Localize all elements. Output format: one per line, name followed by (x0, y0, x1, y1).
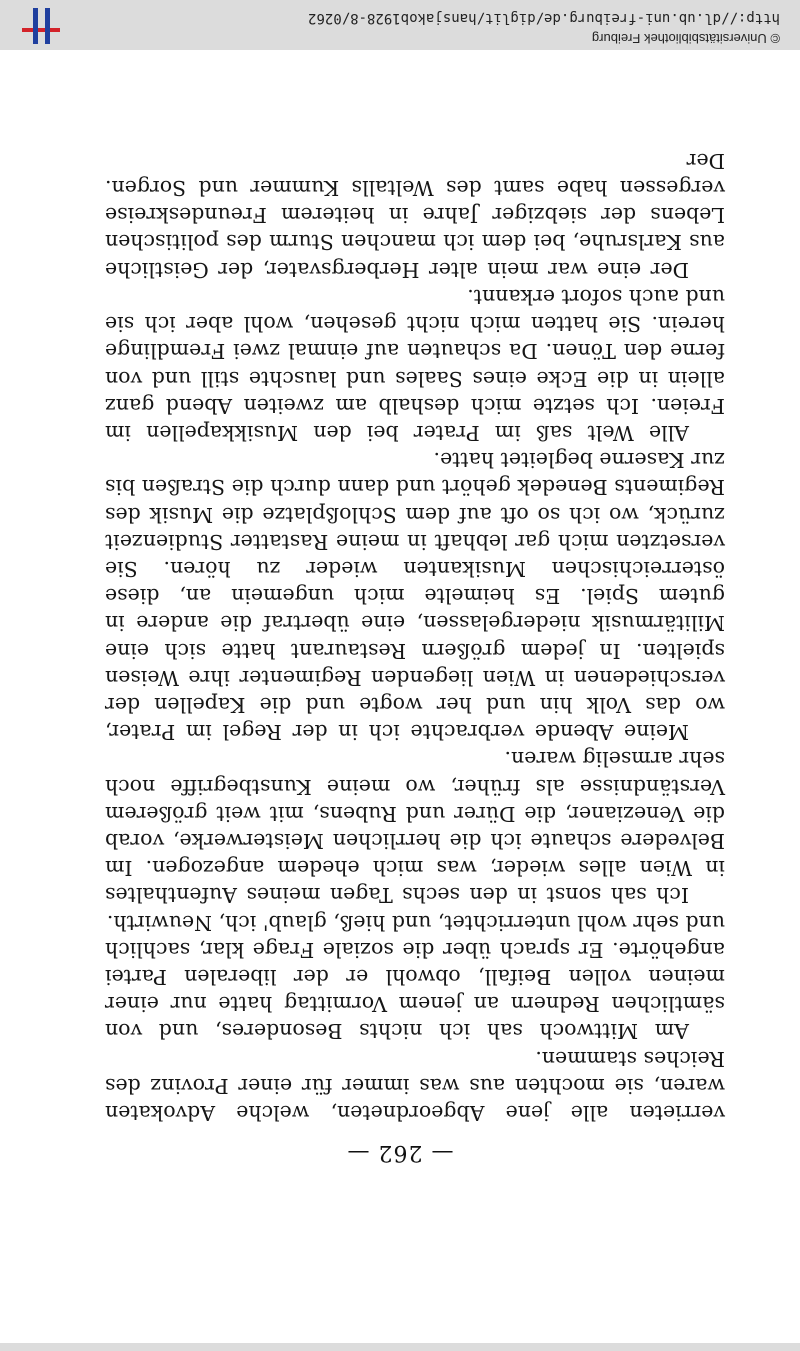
page-text (105, 147, 725, 1126)
paragraph: Ich sah sonst in den sechs Tagen meines Aufenthaltes in Wien alles wieder, was mich ehedem angezogen. Im Belvedere schaute ich die herrlichen Meisterwerke, vorab die Venezianer, die Dürer und Rubens, mit weit größerem Verständnisse als früher, wo meine Kunstbegriffe noch sehr armselig waren. (105, 747, 725, 908)
paragraph: Der eine war mein alter Herbergsvater, der Geistliche aus Karlsruhe, bei dem ich manchen Sturm des politischen Lebens der siebziger Jahre in heiterem Freundeskreise vergessen habe samt des Weltalls Kummer und Sorgen. Der (105, 148, 725, 282)
viewer-footer (0, 0, 800, 50)
copyright-notice: © Universitätsbibliothek Freiburg (591, 31, 780, 46)
ub-freiburg-logo-icon (18, 4, 60, 44)
viewer-top-strip (0, 1343, 800, 1351)
paragraph: Alle Welt saß im Prater bei den Musikkapellen im Freien. Ich setzte mich deshalb am zweiten Abend ganz allein in die Ecke eines Saales und lauschte still und von ferne den Tönen. Da schauten auf einmal zwei Fremdlinge herein. Sie hatten mich nicht gesehen, wohl aber ich sie und auch sofort erkannt. (105, 284, 725, 445)
paragraph: Am Mittwoch sah ich nichts Besonderes, und von sämtlichen Rednern an jenem Vormittag hatte nur einer meinen vollen Beifall, obwohl er der liberalen Partei angehörte. Er sprach über die soziale Frage klar, sachlich und sehr wohl unterrichtet, und hieß, glaub' ich, Neuwirth. (105, 910, 725, 1044)
paragraph: Meine Abende verbrachte ich in der Regel im Prater, wo das Volk hin und her wogte und die Kapellen der verschiedenen in Wien liegenden Regimenter ihre Weisen spielten. In jedem größern Restaurant hatte sich eine Militärmusik niedergelassen, eine übertraf die andere in gutem Spiel. Es heimelte mich ungemein an, diese österreichischen Musikanten wieder zu hören. Sie versetzten mich gar lebhaft in meine Rastatter Studienzeit zurück, wo ich so oft auf dem Schloßplatze die Musik des Regiments Benedek gehört und dann durch die Straßen bis zur Kaserne begleitet hatte. (105, 448, 725, 745)
page-number: — 262 — (346, 1140, 454, 1165)
paragraph: verrieten alle jene Abgeordneten, welche Advokaten waren, sie mochten aus was immer für einer Provinz des Reiches stammen. (105, 1046, 725, 1125)
source-url[interactable]: http://dl.ub.uni-freiburg.de/diglit/hansjakob1928-8/0262 (307, 10, 780, 26)
